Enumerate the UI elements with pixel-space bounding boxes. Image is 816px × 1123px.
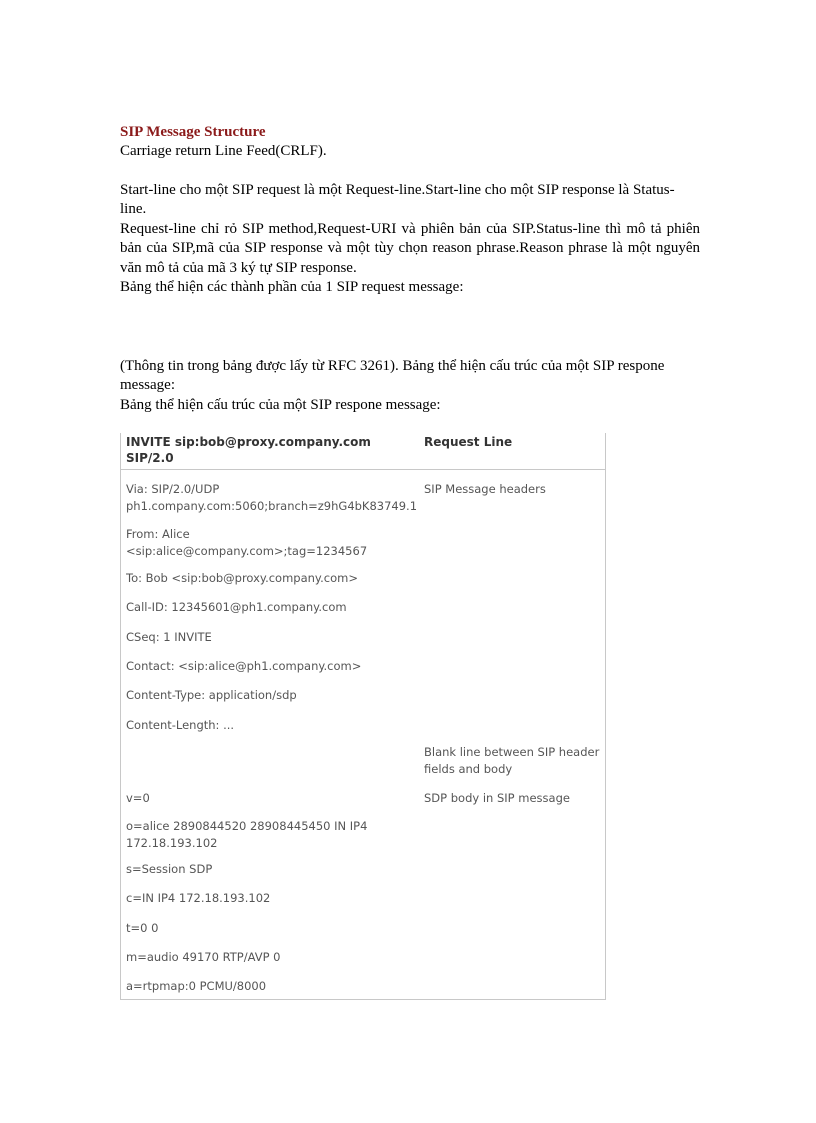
sip-field-line: o=alice 2890844520 28908445450 IN IP4 xyxy=(126,819,368,833)
sip-field-cell xyxy=(126,861,418,878)
table-intro-paragraph: Bảng thể hiện các thành phần của 1 SIP request message: xyxy=(120,279,464,295)
sip-field-line: CSeq: 1 INVITE xyxy=(126,630,212,644)
table-header-row xyxy=(121,433,605,470)
sip-field-line: Content-Type: application/sdp xyxy=(126,688,297,702)
sip-field-cell xyxy=(126,687,418,704)
sip-field-cell xyxy=(126,629,418,646)
sip-field-cell xyxy=(126,526,418,560)
response-table-caption: Bảng thể hiện cấu trúc của một SIP respone message: xyxy=(120,396,441,413)
sip-field-line: <sip:alice@company.com>;tag=1234567 xyxy=(126,544,368,558)
sip-field-line: a=rtpmap:0 PCMU/8000 xyxy=(126,979,267,993)
sip-description-cell: SDP body in SIP message xyxy=(424,791,570,805)
sip-field-cell xyxy=(126,481,418,515)
sip-field-line: c=IN IP4 172.18.193.102 xyxy=(126,891,271,905)
sip-field-cell xyxy=(126,658,418,675)
crlf-line: Carriage return Line Feed(CRLF). xyxy=(120,143,327,159)
sip-description-cell: SIP Message headers xyxy=(424,482,546,496)
sip-field-line: s=Session SDP xyxy=(126,862,213,876)
section-heading: SIP Message Structure xyxy=(120,124,266,140)
sip-field-cell xyxy=(126,920,418,937)
sip-field-line: v=0 xyxy=(126,791,150,805)
sip-field-line: From: Alice xyxy=(126,527,190,541)
sip-field-cell xyxy=(126,818,418,852)
request-line-cell: INVITE sip:bob@proxy.company.com SIP/2.0 xyxy=(126,435,371,465)
sip-field-line: To: Bob <sip:bob@proxy.company.com> xyxy=(126,571,358,585)
start-line-paragraph: Start-line cho một SIP request là một Request-line.Start-line cho một SIP response là Status-line. xyxy=(120,181,675,217)
sip-field-line: t=0 0 xyxy=(126,921,159,935)
sip-field-cell xyxy=(126,570,418,587)
request-line-label: Request Line xyxy=(424,435,513,449)
sip-field-cell xyxy=(126,978,418,995)
sip-field-line: Content-Length: ... xyxy=(126,718,235,732)
sip-field-line: m=audio 49170 RTP/AVP 0 xyxy=(126,950,281,964)
sip-message-table xyxy=(120,433,606,1000)
sip-field-line: Via: SIP/2.0/UDP xyxy=(126,482,220,496)
sip-field-cell xyxy=(126,599,418,616)
sip-field-line: 172.18.193.102 xyxy=(126,836,218,850)
rfc-note-paragraph: (Thông tin trong bảng được lấy từ RFC 3261). Bảng thể hiện cấu trúc của một SIP respone message: xyxy=(120,357,665,393)
sip-field-cell xyxy=(126,717,418,734)
request-line-paragraph: Request-line chỉ rỏ SIP method,Request-URI và phiên bản của SIP.Status-line thì mô tả phiên bản của SIP,mã của SIP response và một tùy chọn reason phrase.Reason phrase là một nguyên văn mô tả của mã 3 ký tự SIP response. xyxy=(120,220,700,276)
sip-field-cell xyxy=(126,790,418,807)
sip-field-line: Call-ID: 12345601@ph1.company.com xyxy=(126,600,347,614)
sip-field-cell xyxy=(126,890,418,907)
sip-field-line: ph1.company.com:5060;branch=z9hG4bK83749.1 xyxy=(126,499,418,513)
text-body xyxy=(120,122,700,415)
sip-field-cell xyxy=(126,949,418,966)
sip-description-cell: Blank line between SIP header fields and body xyxy=(424,745,600,776)
sip-field-line: Contact: <sip:alice@ph1.company.com> xyxy=(126,659,362,673)
